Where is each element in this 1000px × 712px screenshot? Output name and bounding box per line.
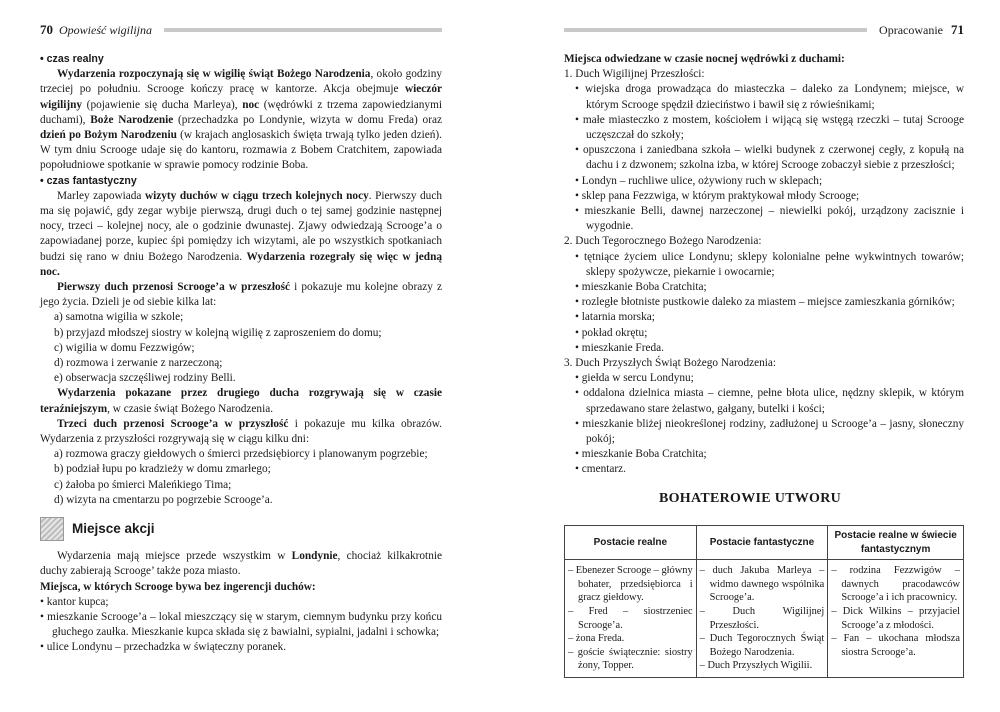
- right-page: [500, 0, 1000, 712]
- list-item: • rozległe błotniste pustkowie daleko za miastem – miejsce zamieszkania górników;: [575, 296, 955, 309]
- running-title: Opracowanie: [879, 22, 943, 37]
- column-header: Postacie realne w świecie fantastycznym: [828, 526, 964, 560]
- running-header: [40, 22, 442, 38]
- list-item: • mieszkanie Boba Cratchita;: [575, 448, 707, 461]
- page-number: 70: [40, 22, 53, 37]
- paragraph: Trzeci duch przenosi Scrooge’a w przyszłość i pokazuje mu kilka obrazów. Wydarzenia z przyszłości rozgrywają się w ciągu kilku dni:: [40, 417, 443, 446]
- list-item: • małe miasteczko z mostem, kościołem i wijącą się wstęgą rzeczki – tutaj Scrooge uczęszczał do szkoły;: [575, 113, 964, 142]
- numbered-item: 3. Duch Przyszłych Świąt Bożego Narodzenia:: [564, 357, 777, 370]
- running-title: Opowieść wigilijna: [59, 22, 152, 37]
- list-item: • opuszczona i zaniedbana szkoła – wielki budynek z czerwonej cegły, z kopułą na dachu i z dzwonem; szkolna izba, w której Scrooge zobaczył siebie z przeszłości;: [575, 144, 964, 172]
- table-cell: [696, 560, 828, 678]
- list-item: • latarnia morska;: [575, 311, 655, 324]
- book-icon: [40, 517, 64, 541]
- list-item: c) wigilia w domu Fezzwigów;: [54, 341, 195, 354]
- list-item: d) wizyta na cmentarzu po pogrzebie Scrooge’a.: [54, 493, 273, 506]
- bullet-heading: • czas realny: [40, 53, 104, 65]
- list-item: c) żałoba po śmierci Maleńkiego Tima;: [54, 478, 232, 491]
- list-item: b) podział łupu po kradzieży w domu zmarłego;: [54, 463, 271, 476]
- list-item: • mieszkanie Scrooge’a – lokal mieszczący się w starym, ciemnym budynku przy końcu głuchego zaułka. Mieszkanie kupca składa się z bawialni, sypialni, jadalni i schowka;: [40, 610, 442, 639]
- header-rule: [164, 28, 442, 32]
- column-header: Postacie realne: [565, 526, 697, 560]
- column-header: Postacie fantastyczne: [696, 526, 828, 560]
- cell-item: – Ebenezer Scrooge – główny bohater, przedsiębiorca i gracz giełdowy.: [568, 565, 693, 604]
- cell-item: – Fan – ukochana młodsza siostra Scrooge’a.: [831, 633, 960, 658]
- list-item: • ulice Londynu – przechadzka w świąteczny poranek.: [40, 641, 287, 654]
- paragraph: Pierwszy duch przenosi Scrooge’a w przeszłość i pokazuje mu kolejne obrazy z jego życia. Dzieli je od siebie kilka lat:: [40, 281, 442, 309]
- list-item: e) obserwacja szczęśliwej rodziny Belli.: [54, 372, 236, 385]
- cell-item: – Duch Wigilijnej Przeszłości.: [699, 605, 825, 631]
- right-body-text: [564, 52, 964, 478]
- list-item: • sklep pana Fezzwiga, w którym praktykował młody Scrooge;: [575, 189, 860, 202]
- cell-item: – żona Freda.: [568, 633, 625, 645]
- table-cell: [565, 560, 697, 678]
- list-item: • mieszkanie Freda.: [575, 341, 664, 354]
- subheading: Miejsca, w których Scrooge bywa bez ingerencji duchów:: [40, 580, 316, 593]
- list-item: • tętniące życiem ulice Londynu; sklepy kolonialne pełne wykwintnych towarów; sklepy spożywcze, piekarnie i owocarnie;: [575, 250, 964, 278]
- table-header-row: [565, 526, 964, 560]
- paragraph: Marley zapowiada wizyty duchów w ciągu trzech kolejnych nocy. Pierwszy duch ma się pojawić, gdy zegar wybije pierwszą, drugi duch o tej samej godzinie następnej nocy, trzeci – kolejnej nocy, ale o godzinie dwunastej. Zjawy odwiedzają Scrooge’a o zapowiadanej porze, kupiec śpi pomiędzy ich wizytami, ale po wszystkich spotkaniach budzi się rano w dniu Bożego Narodzenia. Wydarzenia rozegrały się więc w jedną noc.: [40, 189, 442, 278]
- section-title: Miejsce akcji: [72, 521, 155, 537]
- list-item: • Londyn – ruchliwe ulice, ożywiony ruch w sklepach;: [575, 174, 823, 187]
- list-item: • kantor kupca;: [40, 595, 109, 608]
- paragraph: Wydarzenia mają miejsce przede wszystkim w Londynie, chociaż kilkakrotnie duchy zabierają Scrooge’ także poza miasto.: [40, 550, 442, 578]
- list-item: • mieszkanie Belli, dawnej narzeczonej – niewielki pokój, urządzony zacisznie i wygodnie.: [575, 205, 964, 233]
- list-item: • mieszkanie bliżej nieokreślonej rodziny, zadłużonej u Scrooge’a – jasny, słoneczny pokój;: [575, 417, 964, 446]
- header-rule: [564, 28, 867, 32]
- page-number: 71: [951, 22, 964, 37]
- table-title: BOHATEROWIE UTWORU: [658, 491, 842, 506]
- cell-item: – Fred – siostrzeniec Scrooge’a.: [568, 605, 693, 631]
- section-heading: [40, 517, 442, 541]
- list-item: a) rozmowa graczy giełdowych o śmierci przedsiębiorcy i planowanym pogrzebie;: [54, 448, 428, 461]
- characters-table: [564, 525, 964, 678]
- bullet-heading: • czas fantastyczny: [40, 174, 137, 187]
- numbered-item: 1. Duch Wigilijnej Przeszłości:: [564, 68, 705, 81]
- subheading: Miejsca odwiedzane w czasie nocnej wędrówki z duchami:: [564, 53, 845, 65]
- cell-item: – Duch Przyszłych Wigilii.: [699, 660, 813, 672]
- paragraph: Wydarzenia rozpoczynają się w wigilię świąt Bożego Narodzenia, około godziny trzeciej po południu. Scrooge kończy pracę w kantorze. Akcja obejmuje wieczór wigilijny (pojawienie się ducha Marleya), noc (wędrówki z trzema zapowiedzianymi duchami), Boże Narodzenie (przechadzka po Londynie, wizyta w domu Freda) oraz dzień po Bożym Narodzeniu (w krajach anglosaskich święta trwają tylko jeden dzień). W tym dniu Scrooge udaje się do kantoru, rozmawia z Bobem Cratchitem, zapowiada popołudniowe spotkanie w sprawie pomocy rodzinie Boba.: [40, 68, 442, 172]
- list-item: • giełda w sercu Londynu;: [575, 372, 694, 385]
- table-row: [565, 560, 964, 678]
- numbered-item: 2. Duch Tegorocznego Bożego Narodzenia:: [564, 235, 762, 248]
- list-item: a) samotna wigilia w szkole;: [54, 311, 184, 324]
- list-item: • oddalona dzielnica miasta – ciemne, pełne błota ulice, nędzny sklepik, w którym sprzedawano stare żelastwo, gałgany, butelki i kości;: [575, 387, 964, 415]
- list-item: • wiejska droga prowadząca do miasteczka – daleko za Londynem; miejsce, w którym Scrooge spędził dzieciństwo i bawił się z rówieśnikami;: [575, 83, 964, 111]
- running-header: [564, 22, 964, 38]
- cell-item: – rodzina Fezzwigów – dawnych pracodawców Scrooge’a i ich pracownicy.: [831, 565, 960, 604]
- cell-item: – goście świątecznie: siostry żony, Topper.: [568, 646, 693, 672]
- left-body-text: [40, 52, 442, 656]
- list-item: • mieszkanie Boba Cratchita;: [575, 281, 707, 294]
- cell-item: – Duch Tegorocznych Świąt Bożego Narodzenia.: [699, 633, 825, 658]
- list-item: b) przyjazd młodszej siostry w kolejną wigilię z zaproszeniem do domu;: [54, 326, 382, 339]
- list-item: • cmentarz.: [575, 463, 626, 476]
- list-item: • pokład okrętu;: [575, 326, 648, 339]
- table-cell: [828, 560, 964, 678]
- list-item: d) rozmowa i zerwanie z narzeczoną;: [54, 357, 223, 370]
- cell-item: – duch Jakuba Marleya – widmo dawnego wspólnika Scrooge’a.: [699, 565, 825, 604]
- cell-item: – Dick Wilkins – przyjaciel Scrooge’a z młodości.: [831, 605, 960, 631]
- paragraph: Wydarzenia pokazane przez drugiego ducha rozgrywają się w czasie teraźniejszym, w czasie świąt Bożego Narodzenia.: [40, 387, 442, 415]
